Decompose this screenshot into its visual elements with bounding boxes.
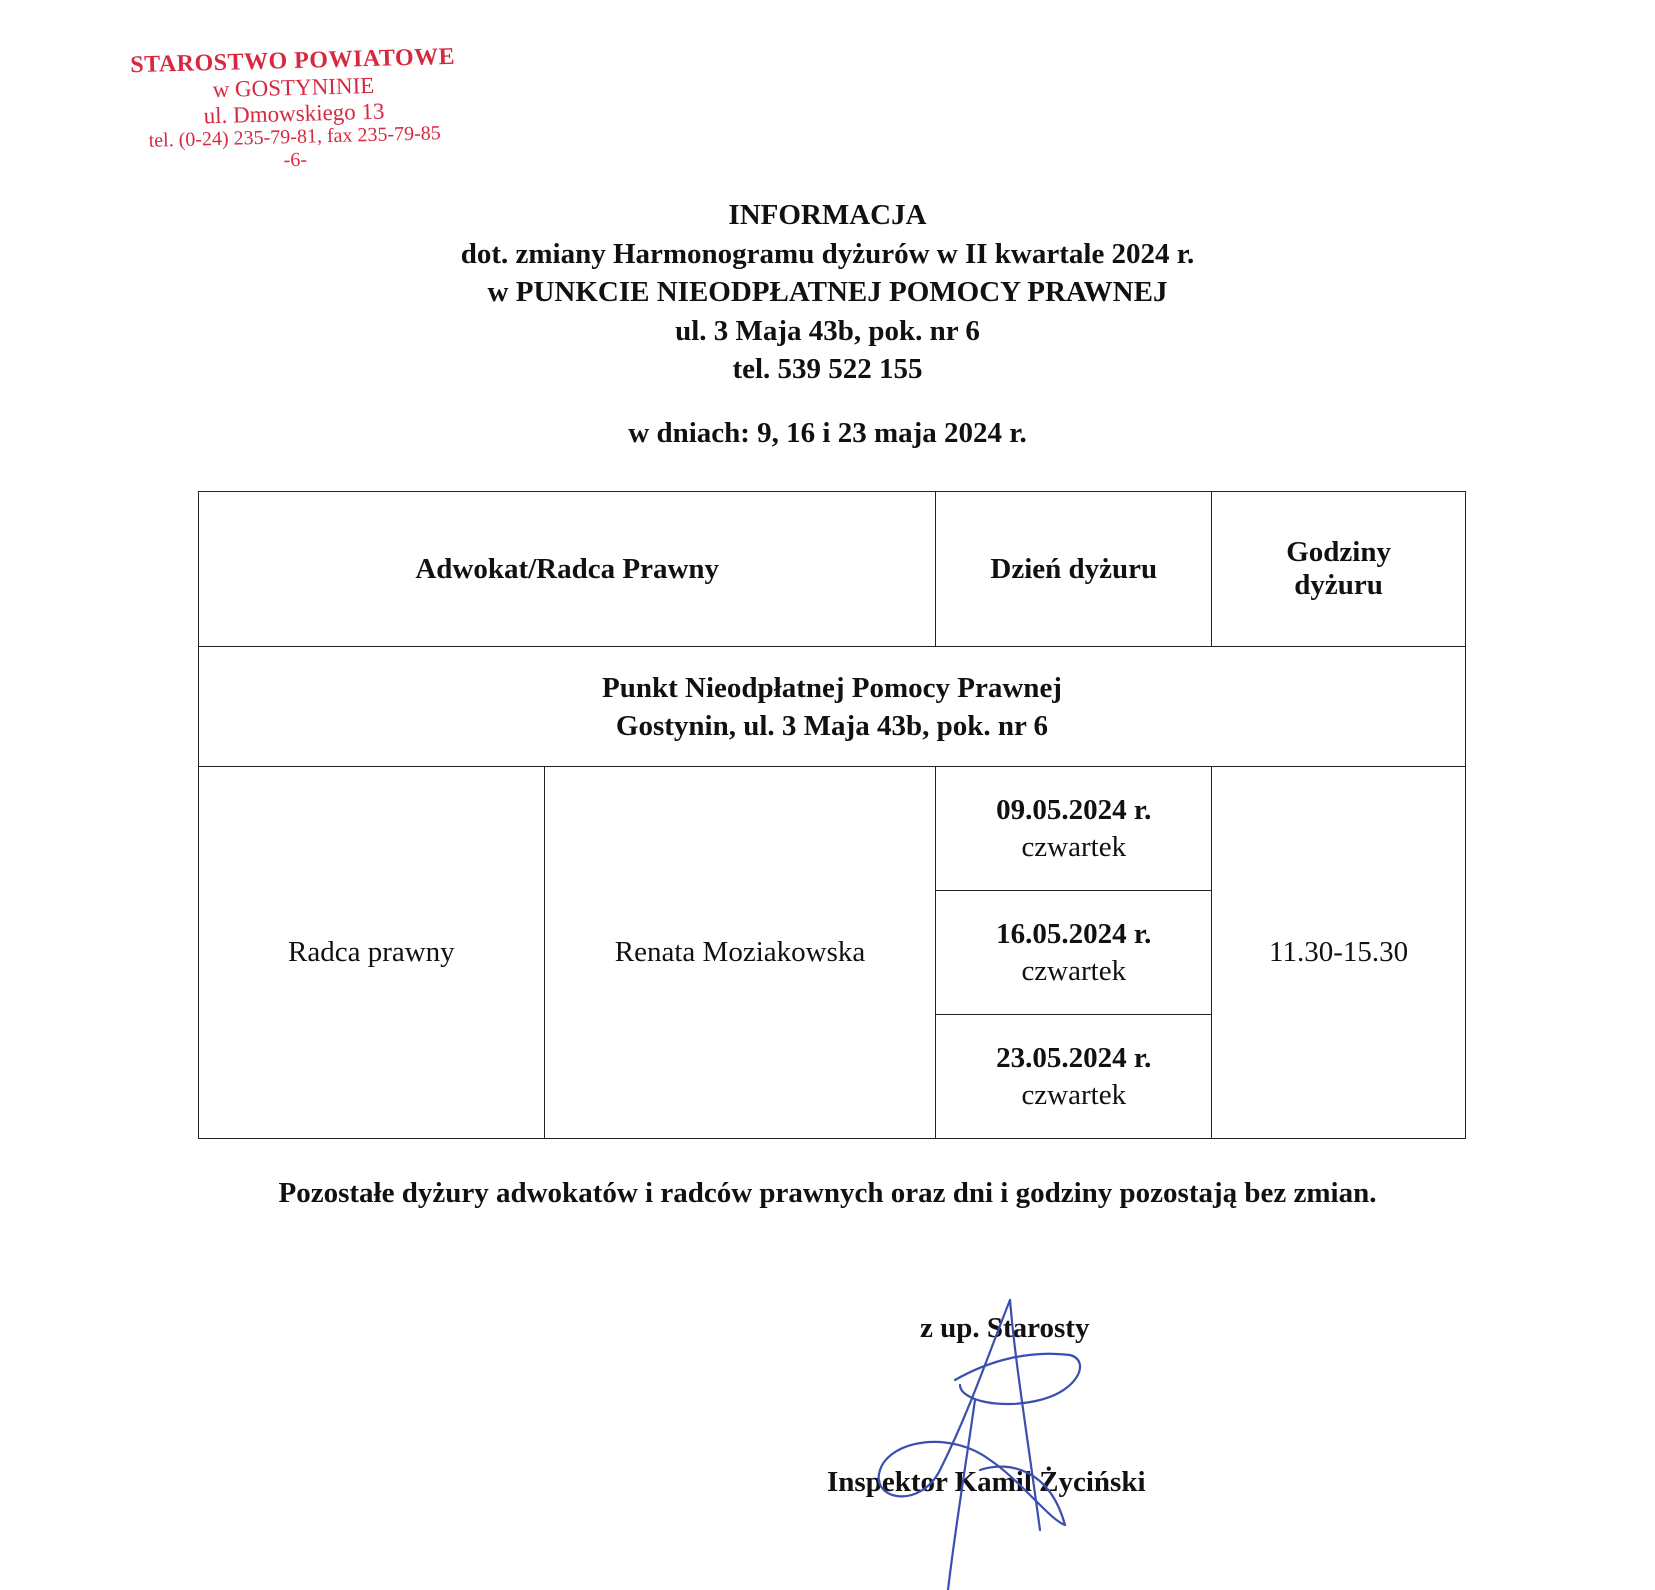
person-cell: Renata Moziakowska (544, 767, 936, 1139)
header-phone: tel. 539 522 155 (732, 353, 923, 385)
duty-date: 23.05.2024 r. (996, 1041, 1152, 1074)
office-cell (199, 647, 1466, 767)
header-hours-line-2: dyżuru (1294, 569, 1383, 601)
office-address: Gostynin, ul. 3 Maja 43b, pok. nr 6 (615, 709, 1049, 742)
signatory-name: Inspektor Kamil Życiński (827, 1466, 1146, 1498)
date-cell-1 (936, 767, 1212, 891)
duty-weekday: czwartek (1021, 954, 1127, 987)
stamp-line-5: -6- (283, 148, 308, 172)
header-address: ul. 3 Maja 43b, pok. nr 6 (675, 314, 980, 347)
date-cell-3 (936, 1015, 1212, 1139)
header-dates: w dniach: 9, 16 i 23 maja 2024 r. (628, 417, 1027, 449)
header-duty-day: Dzień dyżuru (936, 492, 1212, 647)
header-lawyer: Adwokat/Radca Prawny (199, 492, 936, 647)
stamp-line-2: w GOSTYNINIE (212, 72, 375, 102)
table-header-row (199, 492, 1466, 647)
stamp-line-1: STAROSTWO POWIATOWE (129, 43, 456, 79)
office-row (199, 647, 1466, 767)
duty-date: 09.05.2024 r. (996, 793, 1152, 826)
header-office: w PUNKCIE NIEODPŁATNEJ POMOCY PRAWNEJ (487, 276, 1168, 308)
document-header (0, 196, 1655, 389)
office-name: Punkt Nieodpłatnej Pomocy Prawnej (602, 671, 1062, 704)
header-subject: dot. zmiany Harmonogramu dyżurów w II kwartale 2024 r. (460, 237, 1195, 270)
date-cell-2 (936, 891, 1212, 1015)
document-title: INFORMACJA (728, 199, 927, 231)
role-cell: Radca prawny (199, 767, 545, 1139)
schedule-table (198, 491, 1466, 1139)
office-stamp (102, 43, 485, 176)
handwritten-signature (860, 1290, 1100, 1590)
hours-cell: 11.30-15.30 (1212, 767, 1466, 1139)
duty-weekday: czwartek (1021, 830, 1127, 863)
header-duty-hours (1212, 492, 1466, 647)
stamp-line-3: ul. Dmowskiego 13 (203, 98, 385, 128)
header-hours-line-1: Godziny (1286, 536, 1391, 568)
stamp-line-4: tel. (0-24) 235-79-81, fax 235-79-85 (148, 122, 442, 153)
table-row (199, 767, 1466, 891)
signature-authority: z up. Starosty (920, 1312, 1090, 1344)
duty-weekday: czwartek (1021, 1078, 1127, 1111)
footer-note: Pozostałe dyżury adwokatów i radców prawnych oraz dni i godziny pozostają bez zmian. (278, 1177, 1377, 1209)
duty-date: 16.05.2024 r. (996, 917, 1152, 950)
